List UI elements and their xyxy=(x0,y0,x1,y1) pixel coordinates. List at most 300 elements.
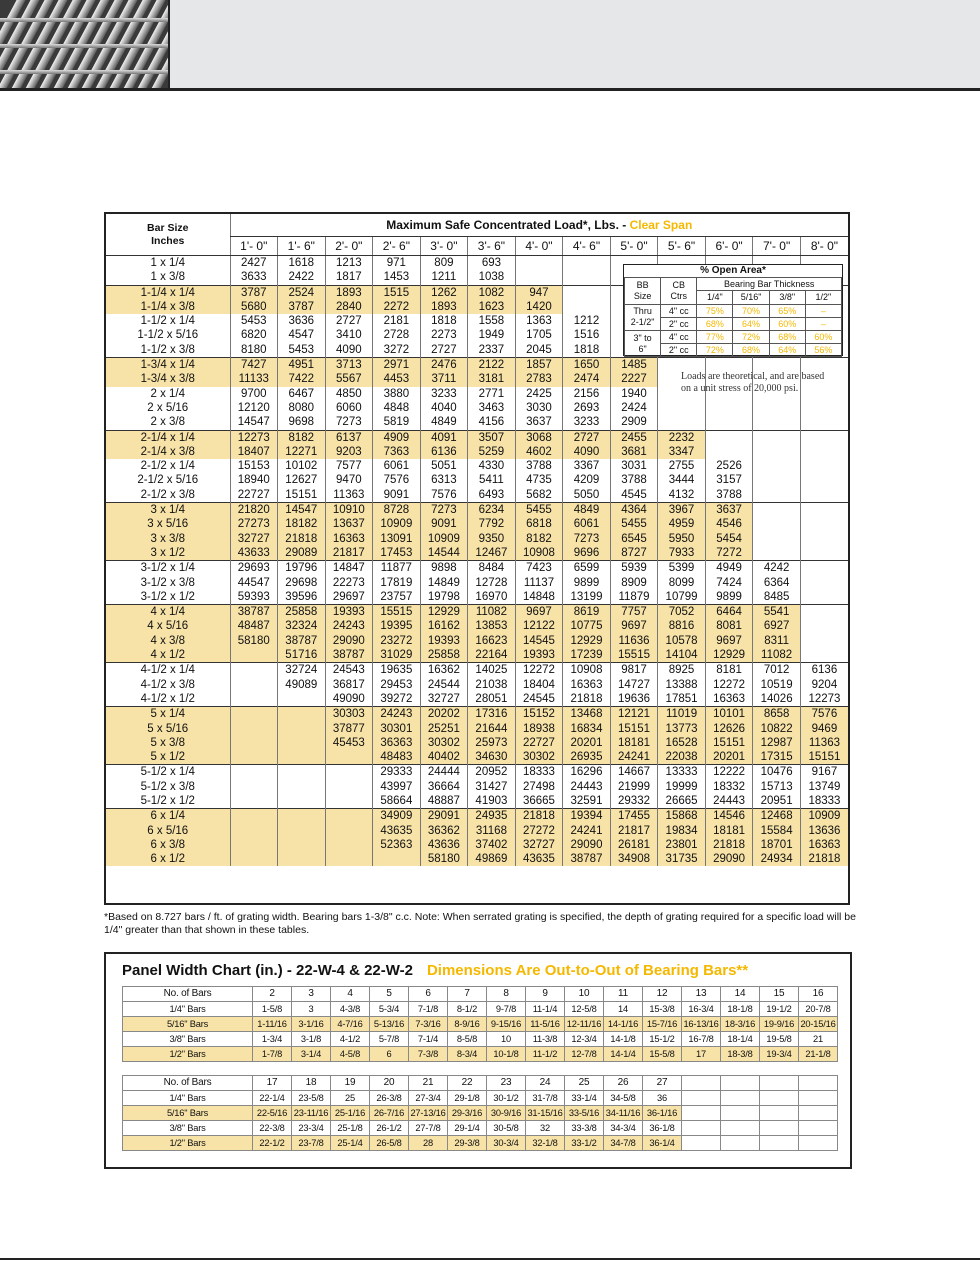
load-value: 19393 xyxy=(515,648,563,663)
load-value: 13636 xyxy=(800,824,848,838)
load-value: 6545 xyxy=(610,532,658,546)
load-value: 4849 xyxy=(563,503,611,518)
load-row xyxy=(106,415,848,430)
panel-width-value xyxy=(721,1121,760,1136)
load-value: 809 xyxy=(420,256,468,271)
panel-width-value: 29-3/16 xyxy=(448,1106,487,1121)
load-value: 21820 xyxy=(230,503,278,518)
load-row xyxy=(106,692,848,707)
empty-cell xyxy=(753,415,801,430)
load-value: 6467 xyxy=(278,387,326,401)
load-value: 19636 xyxy=(610,692,658,707)
load-value: 2524 xyxy=(278,285,326,300)
load-value: 49089 xyxy=(278,678,326,692)
empty-cell xyxy=(705,445,753,459)
open-area-value: 68% xyxy=(697,317,733,330)
bar-size-cell: 3 x 3/8 xyxy=(106,532,230,546)
span-header: 3'- 6" xyxy=(468,237,516,256)
empty-cell xyxy=(325,750,373,765)
panel-width-value: 23-7/8 xyxy=(292,1136,331,1151)
load-row xyxy=(106,546,848,561)
load-value: 9899 xyxy=(705,590,753,605)
load-value: 12929 xyxy=(420,605,468,620)
load-value: 19796 xyxy=(278,561,326,576)
load-value: 2122 xyxy=(468,358,516,373)
load-value: 24543 xyxy=(325,663,373,678)
bar-size-cell: 6 x 5/16 xyxy=(106,824,230,838)
load-value: 21818 xyxy=(563,692,611,707)
load-value: 3444 xyxy=(658,473,706,487)
load-value: 9817 xyxy=(610,663,658,678)
load-value: 4242 xyxy=(753,561,801,576)
load-value: 21818 xyxy=(705,838,753,852)
bar-size-cell: 3-1/2 x 1/2 xyxy=(140,590,195,603)
load-value: 14544 xyxy=(420,546,468,561)
load-value: 3633 xyxy=(230,270,278,285)
thickness-header: Bearing Bar Thickness xyxy=(697,278,842,291)
load-value: 24935 xyxy=(468,809,516,824)
load-value: 6493 xyxy=(468,488,516,503)
load-value: 1893 xyxy=(420,300,468,314)
empty-cell xyxy=(563,300,611,314)
load-value: 1262 xyxy=(420,285,468,300)
load-value: 1420 xyxy=(515,300,563,314)
load-value: 11363 xyxy=(325,488,373,503)
load-value: 3788 xyxy=(515,459,563,473)
load-value: 7423 xyxy=(515,561,563,576)
load-value: 41903 xyxy=(468,794,516,809)
load-value: 8311 xyxy=(753,634,801,648)
panel-width-value: 1-11/16 xyxy=(253,1017,292,1032)
load-value: 14727 xyxy=(610,678,658,692)
span-header: 5'- 0" xyxy=(610,237,658,256)
load-value: 5939 xyxy=(610,561,658,576)
panel-width-value: 33-1/4 xyxy=(565,1091,604,1106)
load-value: 12929 xyxy=(705,648,753,663)
panel-width-value: 7-3/8 xyxy=(409,1047,448,1062)
load-value: 5259 xyxy=(468,445,516,459)
span-header: 3'- 0" xyxy=(420,237,468,256)
load-value: 31735 xyxy=(658,852,706,866)
load-value: 22727 xyxy=(230,488,278,503)
load-value: 8081 xyxy=(705,619,753,633)
load-value: 40402 xyxy=(420,750,468,765)
bar-size-cell: 2-1/2 x 5/16 xyxy=(137,474,199,487)
empty-cell xyxy=(230,707,278,722)
load-value: 17453 xyxy=(373,546,421,561)
load-value: 4209 xyxy=(563,473,611,487)
load-value: 7273 xyxy=(325,415,373,430)
load-table-title-text: Maximum Safe Concentrated Load*, Lbs. - xyxy=(386,217,630,232)
load-value: 48483 xyxy=(373,750,421,765)
panel-width-value: 17 xyxy=(682,1047,721,1062)
load-value: 21818 xyxy=(800,852,848,866)
load-value: 24243 xyxy=(373,707,421,722)
load-value: 36664 xyxy=(420,780,468,794)
panel-width-value: 23-3/4 xyxy=(292,1121,331,1136)
load-value: 7757 xyxy=(610,605,658,620)
load-value: 45453 xyxy=(325,736,373,750)
panel-width-value: 18-1/4 xyxy=(721,1032,760,1047)
load-value: 1515 xyxy=(373,285,421,300)
load-value: 30302 xyxy=(420,736,468,750)
load-value: 3787 xyxy=(230,285,278,300)
bar-size-cell: 1-1/4 x 3/8 xyxy=(106,300,230,314)
load-value: 39596 xyxy=(278,590,326,605)
bar-size-cell: 4-1/2 x 1/4 xyxy=(140,664,195,677)
load-value: 4949 xyxy=(705,561,753,576)
panel-width-value: 5-3/4 xyxy=(370,1002,409,1017)
panel-width-value: 4-3/8 xyxy=(331,1002,370,1017)
load-value: 15868 xyxy=(658,809,706,824)
bar-size-cell: 5 x 1/2 xyxy=(106,750,230,765)
load-value: 2156 xyxy=(563,387,611,401)
panel-width-value: 12-3/4 xyxy=(565,1032,604,1047)
panel-width-value: 14 xyxy=(604,1002,643,1017)
load-value: 6061 xyxy=(373,459,421,473)
load-value: 6818 xyxy=(515,517,563,531)
load-value: 24444 xyxy=(420,765,468,780)
panel-width-value: 31-15/16 xyxy=(526,1106,565,1121)
empty-cell xyxy=(705,401,753,415)
load-value: 14545 xyxy=(515,634,563,648)
load-value: 9697 xyxy=(705,634,753,648)
bar-size-cell: 4-1/2 x 3/8 xyxy=(140,678,195,691)
load-value: 20201 xyxy=(563,736,611,750)
load-value: 5680 xyxy=(230,300,278,314)
load-value: 2273 xyxy=(420,328,468,342)
load-value: 12271 xyxy=(278,445,326,459)
panel-width-value: 22-5/16 xyxy=(253,1106,292,1121)
load-value: 21817 xyxy=(610,824,658,838)
bar-count: 25 xyxy=(565,1076,604,1091)
empty-cell xyxy=(230,722,278,736)
panel-width-value: 14-1/16 xyxy=(604,1017,643,1032)
load-value: 19798 xyxy=(420,590,468,605)
panel-row xyxy=(123,1121,838,1136)
load-value: 15153 xyxy=(230,459,278,473)
load-value: 2474 xyxy=(563,372,611,386)
load-value: 29089 xyxy=(278,546,326,561)
bar-count: 24 xyxy=(526,1076,565,1091)
load-row xyxy=(106,838,848,852)
load-value: 30303 xyxy=(325,707,373,722)
load-value: 9899 xyxy=(563,576,611,590)
bar-size-cell: 2-1/4 x 3/8 xyxy=(106,445,230,459)
load-value: 3410 xyxy=(325,328,373,342)
load-value: 29697 xyxy=(325,590,373,605)
span-header: 8'- 0" xyxy=(800,237,848,256)
empty-cell xyxy=(563,256,611,271)
empty-cell xyxy=(658,415,706,430)
panel-width-value: 8-5/8 xyxy=(448,1032,487,1047)
load-row xyxy=(106,794,848,809)
panel-width-value: 34-3/4 xyxy=(604,1121,643,1136)
load-value: 4951 xyxy=(278,358,326,373)
load-value: 4909 xyxy=(373,430,421,445)
span-header: 2'- 0" xyxy=(325,237,373,256)
load-value: 12929 xyxy=(563,634,611,648)
load-row xyxy=(106,590,848,605)
load-value: 10102 xyxy=(278,459,326,473)
load-value: 12627 xyxy=(278,473,326,487)
panel-row xyxy=(123,1091,838,1106)
load-value: 10519 xyxy=(753,678,801,692)
load-value: 4546 xyxy=(705,517,753,531)
open-area-value: 68% xyxy=(733,344,769,357)
load-value: 4040 xyxy=(420,401,468,415)
load-value: 21818 xyxy=(515,809,563,824)
load-value: 3068 xyxy=(515,430,563,445)
load-value: 18404 xyxy=(515,678,563,692)
panel-width-value: 6 xyxy=(370,1047,409,1062)
load-value: 8182 xyxy=(515,532,563,546)
load-value: 10908 xyxy=(515,546,563,561)
load-value: 15515 xyxy=(610,648,658,663)
load-value: 7577 xyxy=(325,459,373,473)
panel-width-value xyxy=(760,1121,799,1136)
panel-width-value: 30-1/2 xyxy=(487,1091,526,1106)
load-value: 9204 xyxy=(800,678,848,692)
load-value: 9091 xyxy=(420,517,468,531)
load-value: 4156 xyxy=(468,415,516,430)
bar-size-cell: 4-1/2 x 1/2 xyxy=(140,692,195,705)
bar-count: 15 xyxy=(760,987,799,1002)
bar-size-cell: 2-1/2 x 3/8 xyxy=(140,488,195,501)
load-row xyxy=(106,473,848,487)
load-value: 43635 xyxy=(373,824,421,838)
load-value: 2727 xyxy=(325,314,373,328)
load-value: 8485 xyxy=(753,590,801,605)
panel-width-value: 7-3/16 xyxy=(409,1017,448,1032)
panel-width-value: 19-3/4 xyxy=(760,1047,799,1062)
load-value: 6599 xyxy=(563,561,611,576)
load-value: 7273 xyxy=(563,532,611,546)
load-value: 38787 xyxy=(230,605,278,620)
load-value: 1485 xyxy=(610,358,658,373)
load-value: 15151 xyxy=(278,488,326,503)
bar-size-cell: 5 x 1/4 xyxy=(106,707,230,722)
empty-cell xyxy=(230,794,278,809)
panel-row xyxy=(123,1032,838,1047)
empty-cell xyxy=(800,634,848,648)
load-value: 1818 xyxy=(420,314,468,328)
panel-width-value xyxy=(799,1136,838,1151)
bar-size-cell: 4 x 3/8 xyxy=(106,634,230,648)
empty-cell xyxy=(230,663,278,678)
load-value: 3181 xyxy=(468,372,516,386)
empty-cell xyxy=(515,256,563,271)
load-value: 58664 xyxy=(373,794,421,809)
load-value: 2840 xyxy=(325,300,373,314)
panel-width-value: 11-1/4 xyxy=(526,1002,565,1017)
empty-cell xyxy=(230,692,278,707)
load-value: 8658 xyxy=(753,707,801,722)
empty-cell xyxy=(325,852,373,866)
load-value: 1038 xyxy=(468,270,516,285)
panel-header-row xyxy=(123,1076,838,1091)
load-value: 1817 xyxy=(325,270,373,285)
panel-width-value: 7-1/8 xyxy=(409,1002,448,1017)
cb-ctrs-cell: 4" cc xyxy=(661,304,697,317)
load-value: 25858 xyxy=(278,605,326,620)
load-value: 9203 xyxy=(325,445,373,459)
loads-note: Loads are theoretical, and are based on a unit stress of 20,000 psi. xyxy=(681,371,825,394)
load-value: 29090 xyxy=(563,838,611,852)
load-value: 12273 xyxy=(800,692,848,707)
empty-cell xyxy=(753,473,801,487)
load-value: 9700 xyxy=(230,387,278,401)
load-value: 3507 xyxy=(468,430,516,445)
panel-width-value: 19-9/16 xyxy=(760,1017,799,1032)
load-value: 12272 xyxy=(515,663,563,678)
load-value: 6364 xyxy=(753,576,801,590)
panel-width-value: 15-7/16 xyxy=(643,1017,682,1032)
bar-count: 3 xyxy=(292,987,331,1002)
load-value: 2227 xyxy=(610,372,658,386)
empty-cell xyxy=(800,546,848,561)
bb-size-header: BB Size xyxy=(625,278,661,304)
load-row xyxy=(106,605,848,620)
bar-count: 26 xyxy=(604,1076,643,1091)
load-value: 2455 xyxy=(610,430,658,445)
load-value: 24241 xyxy=(563,824,611,838)
load-value: 4545 xyxy=(610,488,658,503)
panel-width-value: 4-1/2 xyxy=(331,1032,370,1047)
panel-width-value: 30-9/16 xyxy=(487,1106,526,1121)
load-value: 18940 xyxy=(230,473,278,487)
load-value: 7427 xyxy=(230,358,278,373)
load-value: 2232 xyxy=(658,430,706,445)
span-header: 6'- 0" xyxy=(705,237,753,256)
load-value: 24443 xyxy=(563,780,611,794)
load-value: 5050 xyxy=(563,488,611,503)
empty-cell xyxy=(563,270,611,285)
load-value: 7424 xyxy=(705,576,753,590)
panel-table-1 xyxy=(122,986,838,1062)
bar-size-cell: 6 x 1/2 xyxy=(106,852,230,866)
panel-width-value: 36-1/4 xyxy=(643,1136,682,1151)
panel-width-value: 3-1/16 xyxy=(292,1017,331,1032)
load-value: 14847 xyxy=(325,561,373,576)
load-value: 25251 xyxy=(420,722,468,736)
bar-type-label: 1/2" Bars xyxy=(123,1136,253,1151)
panel-width-value: 5-7/8 xyxy=(370,1032,409,1047)
load-value: 36817 xyxy=(325,678,373,692)
empty-cell xyxy=(278,722,326,736)
load-value: 18332 xyxy=(705,780,753,794)
load-row xyxy=(106,824,848,838)
grating-crossbar xyxy=(0,18,168,22)
panel-width-value: 8-3/4 xyxy=(448,1047,487,1062)
load-value: 17239 xyxy=(563,648,611,663)
bar-count: 6 xyxy=(409,987,448,1002)
bb-size-cell: 3" to 6" xyxy=(625,330,661,356)
load-value: 9167 xyxy=(800,765,848,780)
open-area-table xyxy=(624,265,842,357)
bar-count: 13 xyxy=(682,987,721,1002)
load-value: 971 xyxy=(373,256,421,271)
load-value: 6820 xyxy=(230,328,278,342)
load-value: 3367 xyxy=(563,459,611,473)
load-value: 17455 xyxy=(610,809,658,824)
load-value: 3713 xyxy=(325,358,373,373)
load-value: 13637 xyxy=(325,517,373,531)
load-value: 2422 xyxy=(278,270,326,285)
load-value: 8909 xyxy=(610,576,658,590)
load-value: 14104 xyxy=(658,648,706,663)
load-value: 7272 xyxy=(705,546,753,561)
load-row xyxy=(106,678,848,692)
bar-size-cell: 1 x 1/4 xyxy=(150,257,186,269)
load-value: 7576 xyxy=(373,473,421,487)
empty-cell xyxy=(753,517,801,531)
load-value: 3030 xyxy=(515,401,563,415)
load-value: 3031 xyxy=(610,459,658,473)
load-row xyxy=(106,445,848,459)
bar-count: 8 xyxy=(487,987,526,1002)
load-value: 12468 xyxy=(753,809,801,824)
load-value: 2425 xyxy=(515,387,563,401)
cb-ctrs-cell: 2" cc xyxy=(661,344,697,357)
load-value: 1516 xyxy=(563,328,611,342)
load-value: 34630 xyxy=(468,750,516,765)
load-value: 29453 xyxy=(373,678,421,692)
panel-width-value: 27-13/16 xyxy=(409,1106,448,1121)
load-value: 4453 xyxy=(373,372,421,386)
load-value: 16362 xyxy=(420,663,468,678)
load-value: 17819 xyxy=(373,576,421,590)
load-value: 31427 xyxy=(468,780,516,794)
bar-size-cell: 1-3/4 x 1/4 xyxy=(106,358,230,373)
span-header: 2'- 6" xyxy=(373,237,421,256)
load-value: 693 xyxy=(468,256,516,271)
load-value: 37402 xyxy=(468,838,516,852)
panel-row xyxy=(123,1106,838,1121)
load-value: 2693 xyxy=(563,401,611,415)
load-value: 2909 xyxy=(610,415,658,430)
load-value: 24544 xyxy=(420,678,468,692)
panel-width-value: 11-5/16 xyxy=(526,1017,565,1032)
load-value: 15151 xyxy=(800,750,848,765)
bar-size-cell: 1-1/4 x 1/4 xyxy=(106,285,230,300)
load-value: 1082 xyxy=(468,285,516,300)
load-value: 2755 xyxy=(658,459,706,473)
load-value: 1818 xyxy=(563,343,611,358)
load-value: 18938 xyxy=(515,722,563,736)
load-value: 12122 xyxy=(515,619,563,633)
load-value: 19393 xyxy=(325,605,373,620)
load-value: 5453 xyxy=(278,343,326,358)
panel-width-value: 26-3/8 xyxy=(370,1091,409,1106)
load-value: 22038 xyxy=(658,750,706,765)
load-value: 16363 xyxy=(705,692,753,707)
empty-cell xyxy=(230,780,278,794)
load-value: 10101 xyxy=(705,707,753,722)
header-banner xyxy=(0,0,980,91)
bar-size-cell: 3 x 5/16 xyxy=(106,517,230,531)
panel-width-value xyxy=(760,1136,799,1151)
load-value: 16528 xyxy=(658,736,706,750)
load-value: 9697 xyxy=(515,605,563,620)
span-header: 5'- 6" xyxy=(658,237,706,256)
load-value: 23801 xyxy=(658,838,706,852)
load-value: 26665 xyxy=(658,794,706,809)
panel-width-value: 32 xyxy=(526,1121,565,1136)
empty-cell xyxy=(705,430,753,445)
bar-count: 21 xyxy=(409,1076,448,1091)
panel-width-value: 26-1/2 xyxy=(370,1121,409,1136)
